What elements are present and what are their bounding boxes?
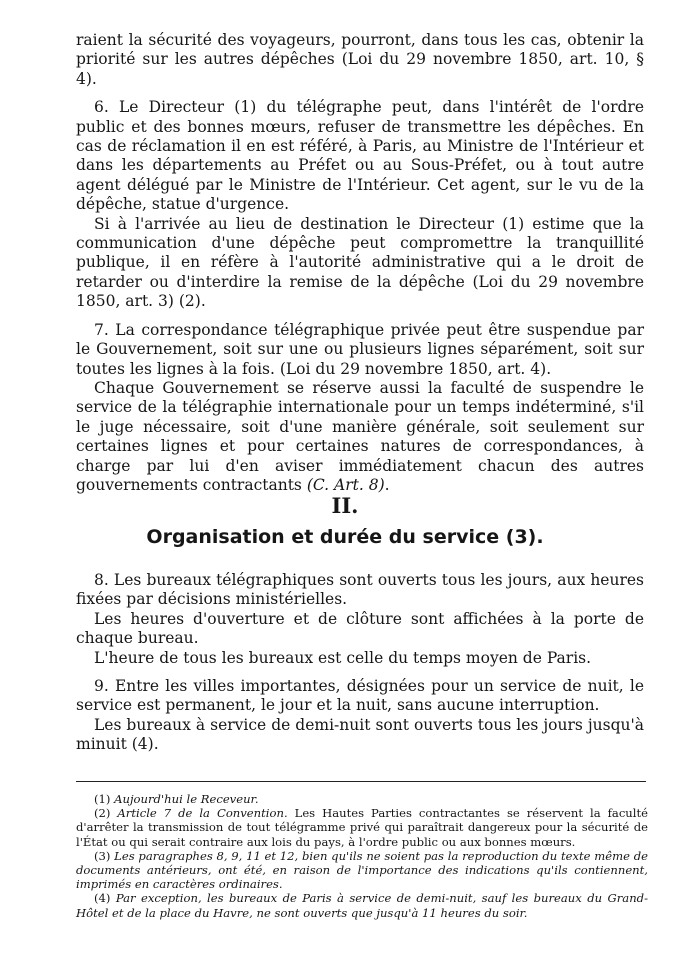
footnote-3-text: Les paragraphes 8, 9, 11 et 12, bien qu'ils ne soient pas la reproduction du texte même de documents antérieurs, ont été, en raison de l'importance des indications qu'ils contiennent, imprimés en caractères ordinaires.: [76, 848, 648, 892]
footnote-2: [76, 806, 648, 849]
footnote-1: [76, 792, 648, 806]
article-7-paragraph-1: 7. La correspondance télégraphique privée peut être suspendue par le Gouvernement, soit sur une ou plusieurs lignes séparément, soit sur toutes les lignes à la fois. (Loi du 29 novembre 1850, art. 4).: [76, 320, 644, 378]
article-9-paragraph-1: 9. Entre les villes importantes, désignées pour un service de nuit, le service est permanent, le jour et la nuit, sans aucune interruption.: [76, 677, 644, 715]
footnote-1-number: (1): [94, 792, 111, 806]
article-9-paragraph-2: Les bureaux à service de demi-nuit sont ouverts tous les jours jusqu'à minuit (4).: [76, 715, 644, 754]
footnote-4-number: (4): [94, 891, 111, 906]
convention-reference: (C. Art. 8): [306, 475, 385, 494]
footnote-4-text: Par exception, les bureaux de Paris à service de demi-nuit, sauf les bureaux du Grand-Hôtel et de la place du Havre, ne sont ouverts que jusqu'à 11 heures du soir.: [76, 891, 649, 920]
continuation-paragraph: raient la sécurité des voyageurs, pourront, dans tous les cas, obtenir la priorité sur les autres dépêches (Loi du 29 novembre 1850, art. 10, § 4).: [76, 31, 644, 88]
article-7-paragraph-2: [76, 379, 644, 495]
article-8-paragraph-3: L'heure de tous les bureaux est celle du temps moyen de Paris.: [94, 648, 592, 667]
text-lower: [76, 571, 644, 755]
footnote-2-reference: Article 7 de la Convention.: [117, 806, 288, 821]
footnote-2-number: (2): [94, 806, 111, 821]
footnote-divider: [76, 781, 646, 782]
article-7-end: .: [384, 475, 390, 494]
article-8-paragraph-1: 8. Les bureaux télégraphiques sont ouverts tous les jours, aux heures fixées par décisions ministérielles.: [76, 571, 644, 609]
footnote-1-text: Aujourd'hui le Receveur.: [114, 792, 259, 806]
section-title: Organisation et durée du service (3).: [146, 526, 544, 548]
footnotes: [76, 792, 648, 920]
article-6-paragraph-2: Si à l'arrivée au lieu de destination le Directeur (1) estime que la communication d'une dépêche peut compromettre la tranquillité publique, il en réfère à l'autorité administrative qui a le droit de retarder ou d'interdire la remise de la dépêche (Loi du 29 novembre 1850, art. 3) (2).: [76, 214, 644, 311]
section-number: II.: [331, 493, 359, 518]
footnote-4: [76, 891, 648, 919]
footnote-3: [76, 849, 648, 892]
article-8-paragraph-2: Les heures d'ouverture et de clôture sont affichées à la porte de chaque bureau.: [76, 609, 644, 648]
article-6-paragraph-1: 6. Le Directeur (1) du télégraphe peut, dans l'intérêt de l'ordre public et des bonnes mœurs, refuser de transmettre les dépêches. En cas de réclamation il en est référé, à Paris, au Ministre de l'Intérieur et dans les départements au Préfet ou au Sous-Préfet, ou à tout autre agent délégué par le Ministre de l'Intérieur. Cet agent, sur le vu de la dépêche, statue d'urgence.: [76, 98, 644, 214]
footnote-3-number: (3): [94, 848, 111, 863]
article-7-text: Chaque Gouvernement se réserve aussi la faculté de suspendre le service de la télégraphie internationale pour un temps indéterminé, s'il le juge nécessaire, soit d'une manière générale, soit seulement sur certaines lignes et pour certaines natures de correspondances, à charge par lui d'en aviser immédiatement chacun des autres gouvernements contractants: [76, 378, 644, 494]
footnote-2-text: Les Hautes Parties contractantes se réservent la faculté d'arrêter la transmission de tout télégramme privé qui paraîtrait dangereux pour la sécurité de l'État ou qui serait contraire aux lois du pays, à l'ordre public ou aux bonnes mœurs.: [76, 806, 649, 849]
text-upper: [76, 31, 644, 495]
